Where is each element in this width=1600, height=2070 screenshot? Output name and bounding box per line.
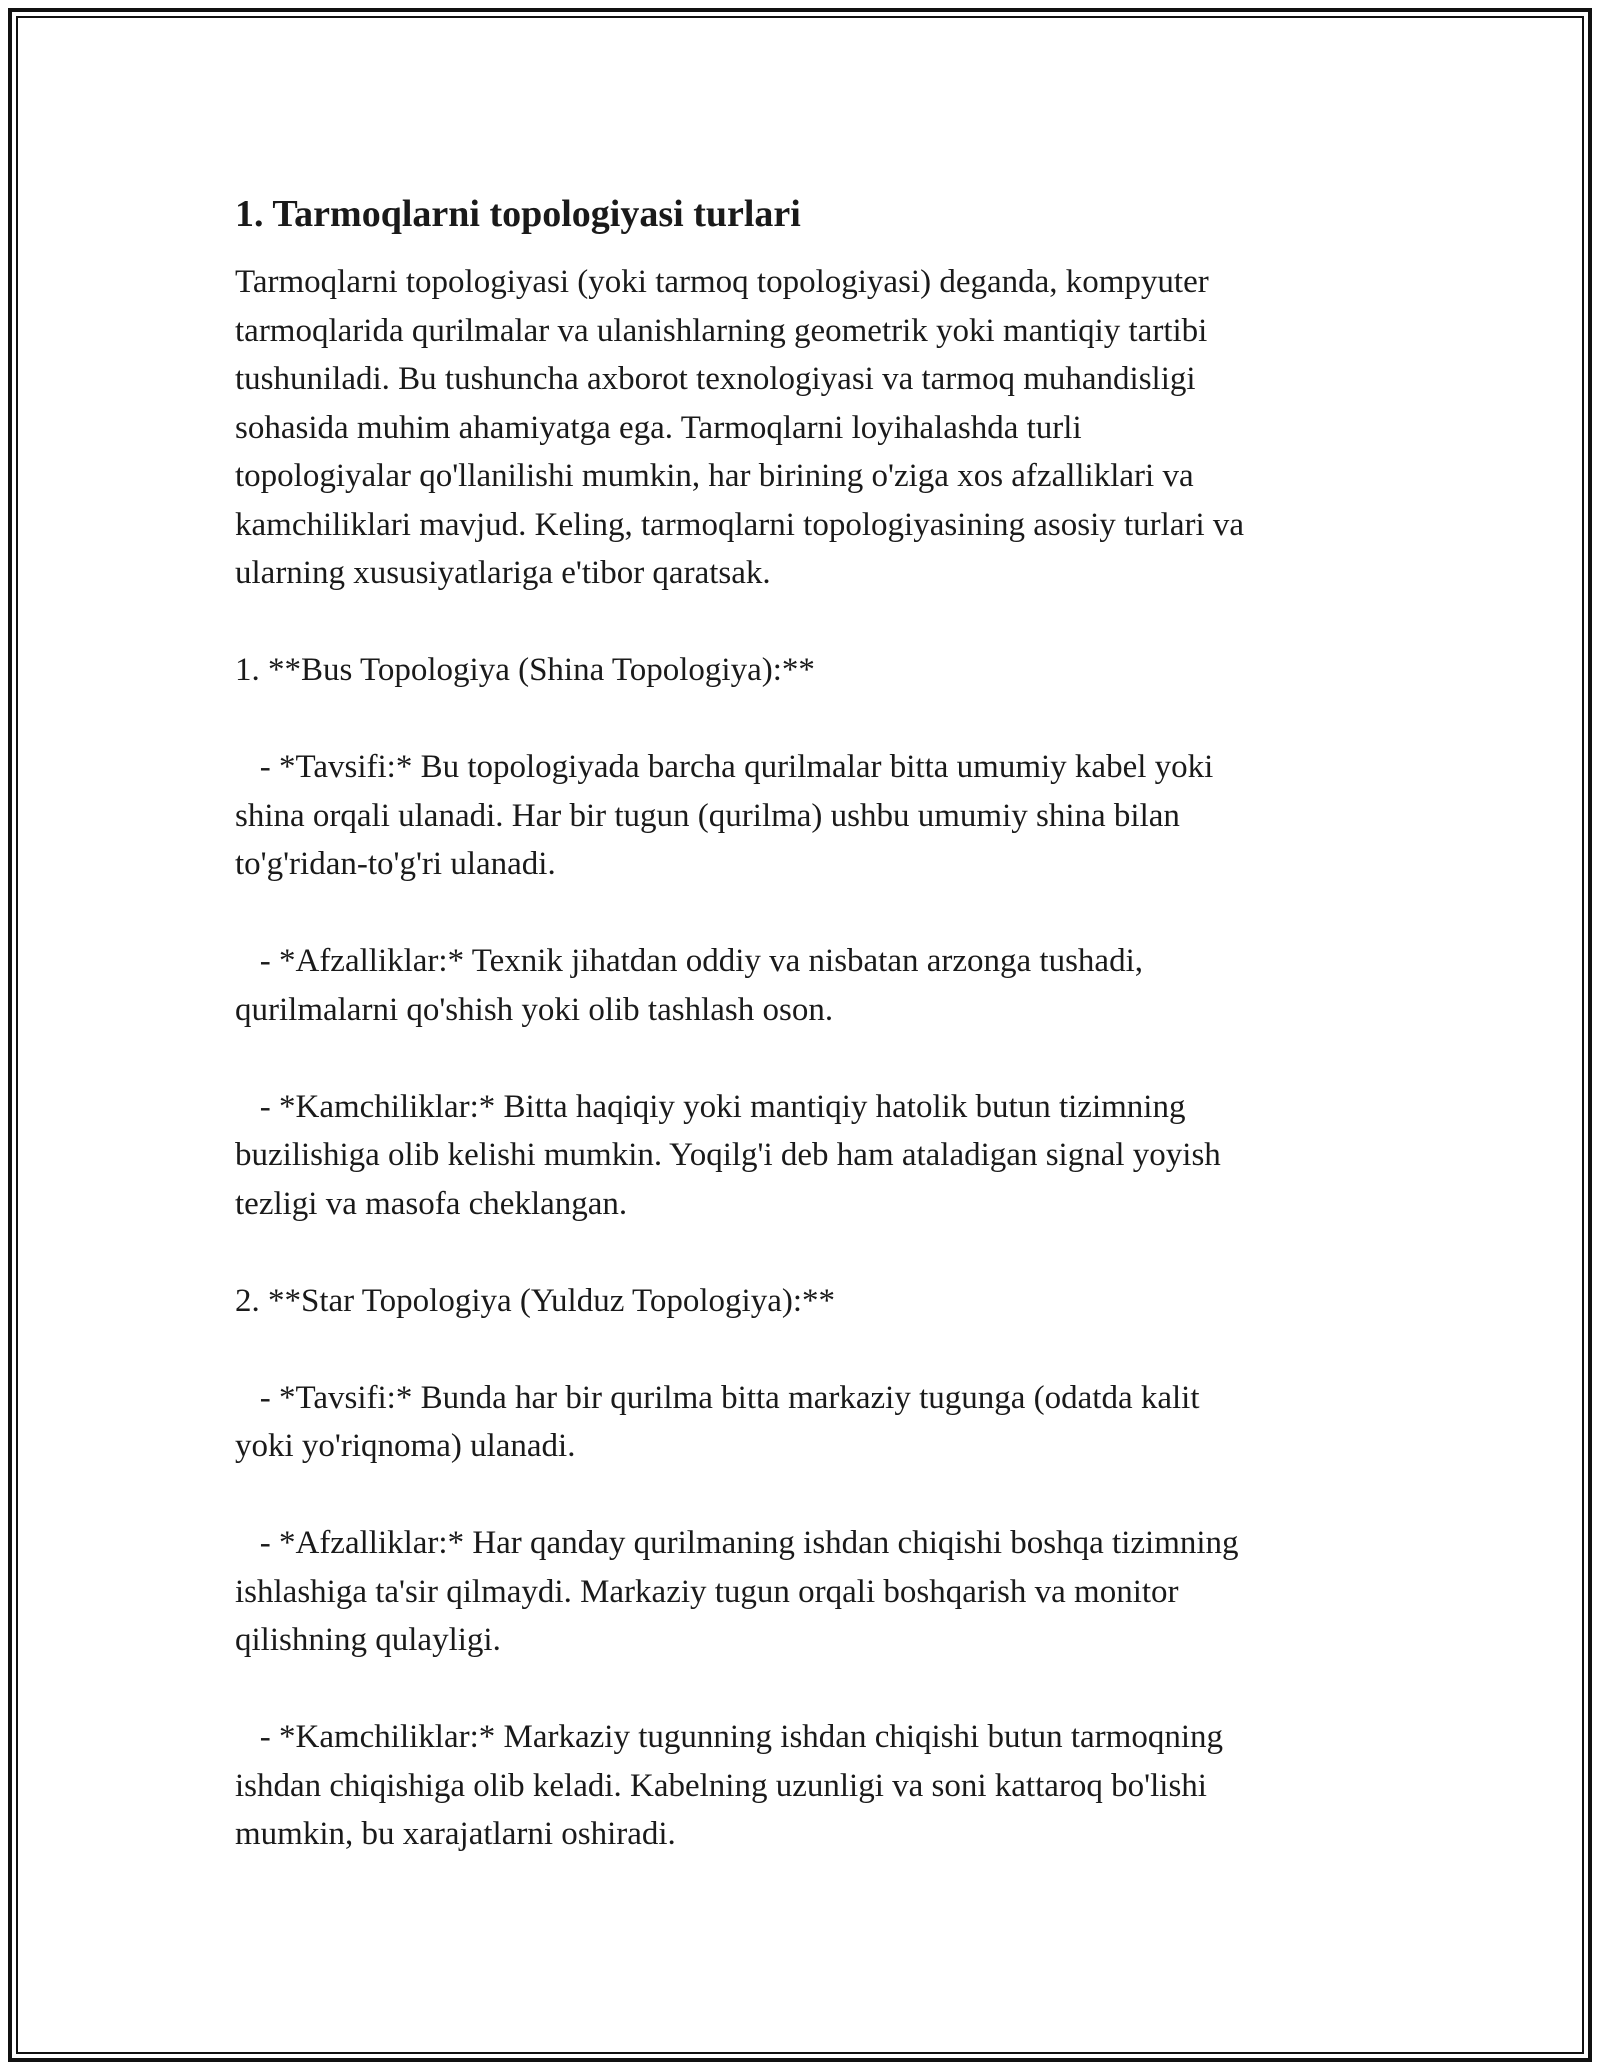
bus-description: - *Tavsifi:* Bu topologiyada barcha qurilmalar bitta umumiy kabel yoki shina orqali ulanadi. Har bir tugun (qurilma) ushbu umumiy shina bilan to'g'ridan-to'g'ri ulanadi. xyxy=(235,749,1214,882)
star-description: - *Tavsifi:* Bunda har bir qurilma bitta markaziy tugunga (odatda kalit yoki yo'riqnoma) ulanadi. xyxy=(235,1379,1200,1464)
paragraph-spacer xyxy=(235,695,1365,744)
paragraph-spacer xyxy=(235,1665,1365,1714)
section-heading-bus: 1. **Bus Topologiya (Shina Topologiya):** xyxy=(235,652,815,688)
section-heading-star: 2. **Star Topologiya (Yulduz Topologiya):** xyxy=(235,1282,836,1319)
star-disadvantages: - *Kamchiliklar:* Markaziy tugunning ishdan chiqishi butun tarmoqning ishdan chiqishiga olib keladi. Kabelning uzunligi va soni kattaroq bo'lishi mumkin, bu xarajatlarni oshiradi. xyxy=(235,1719,1224,1852)
page-title: 1. Tarmoqlarni topologiyasi turlari xyxy=(235,193,801,235)
paragraph-spacer xyxy=(235,889,1365,938)
paragraph-spacer xyxy=(235,1034,1365,1083)
paragraph-spacer xyxy=(235,1325,1365,1374)
intro-paragraph: Tarmoqlarni topologiyasi (yoki tarmoq topologiyasi) deganda, kompyuter tarmoqlarida qurilmalar va ulanishlarning geometrik yoki mantiqiy tartibi tushuniladi. Bu tushuncha axborot texnologiyasi va tarmoq muhandisligi sohasida muhim ahamiyatga ega. Tarmoqlarni loyihalashda turli topologiyalar qo'llanilishi mumkin, har birining o'ziga xos afzalliklari va kamchiliklari mavjud. Keling, tarmoqlarni topologiyasining asosiy turlari va ularning xususiyatlariga e'tibor qaratsak. xyxy=(235,264,1245,591)
paragraph-spacer xyxy=(235,598,1365,647)
bus-disadvantages: - *Kamchiliklar:* Bitta haqiqiy yoki mantiqiy hatolik butun tizimning buzilishiga olib kelishi mumkin. Yoqilg'i deb ham ataladigan signal yoyish tezligi va masofa cheklangan. xyxy=(235,1088,1221,1222)
paragraph-spacer xyxy=(235,1471,1365,1520)
document-body xyxy=(235,190,1365,1859)
bus-advantages: - *Afzalliklar:* Texnik jihatdan oddiy va nisbatan arzonga tushadi, qurilmalarni qo'shish yoki olib tashlash oson. xyxy=(235,943,1143,1028)
star-advantages: - *Afzalliklar:* Har qanday qurilmaning ishdan chiqishi boshqa tizimning ishlashiga ta'sir qilmaydi. Markaziy tugun orqali boshqarish va monitor qilishning qulayligi. xyxy=(235,1525,1239,1658)
paragraph-spacer xyxy=(235,1228,1365,1277)
